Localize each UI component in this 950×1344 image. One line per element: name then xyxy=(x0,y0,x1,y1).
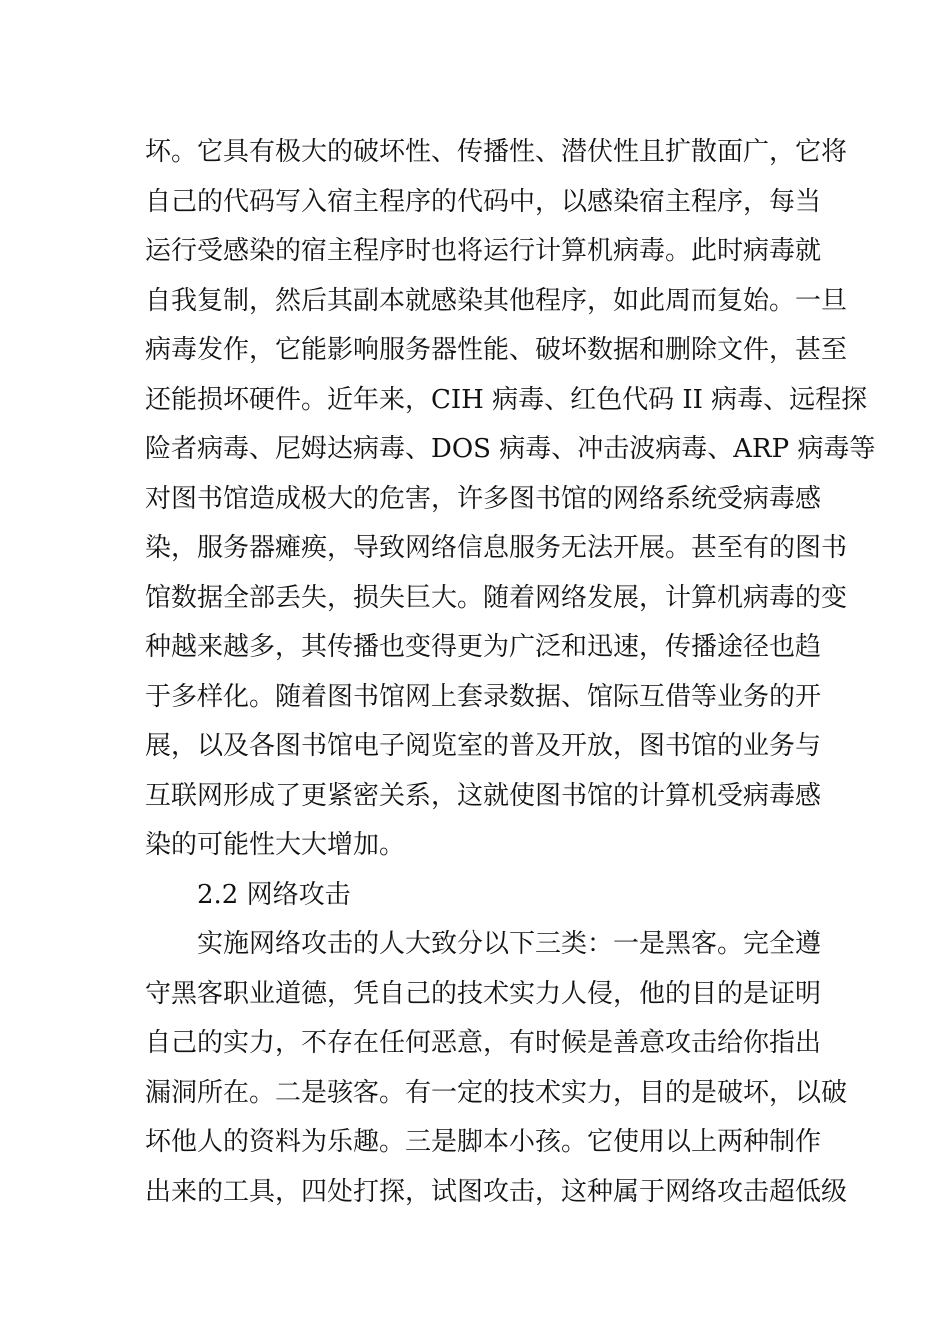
text-line: 险者病毒、尼姆达病毒、DOS 病毒、冲击波病毒、ARP 病毒等 xyxy=(145,434,876,464)
document-body xyxy=(145,128,876,1217)
text-line: 互联网形成了更紧密关系，这就使图书馆的计算机受病毒感 xyxy=(145,780,822,811)
text-line: 实施网络攻击的人大致分以下三类：一是黑客。完全遵 xyxy=(197,929,822,959)
section-heading: 2.2 网络攻击 xyxy=(197,879,351,910)
text-line: 馆数据全部丢失，损失巨大。随着网络发展，计算机病毒的变 xyxy=(145,582,848,613)
text-line: 对图书馆造成极大的危害，许多图书馆的网络系统受病毒感 xyxy=(145,483,822,514)
paragraph-virus xyxy=(145,128,876,871)
paragraph-attack xyxy=(145,920,848,1217)
text-line: 自己的实力，不存在任何恶意，有时候是善意攻击给你指出 xyxy=(145,1028,822,1058)
text-line: 守黑客职业道德，凭自己的技术实力人侵，他的目的是证明 xyxy=(145,978,822,1009)
text-line: 漏洞所在。二是骇客。有一定的技术实力，目的是破坏，以破 xyxy=(145,1077,848,1108)
text-line: 染，服务器瘫痪，导致网络信息服务无法开展。甚至有的图书 xyxy=(145,533,848,563)
text-line: 坏他人的资料为乐趣。三是脚本小孩。它使用以上两种制作 xyxy=(145,1127,822,1157)
text-line: 出来的工具，四处打探，试图攻击，这种属于网络攻击超低级 xyxy=(145,1176,848,1207)
text-line: 坏。它具有极大的破坏性、传播性、潜伏性且扩散面广，它将 xyxy=(145,137,848,167)
text-line: 自我复制，然后其副本就感染其他程序，如此周而复始。一旦 xyxy=(145,285,848,316)
text-line: 自己的代码写入宿主程序的代码中，以感染宿主程序，每当 xyxy=(145,186,822,217)
text-line: 于多样化。随着图书馆网上套录数据、馆际互借等业务的开 xyxy=(145,681,822,712)
text-line: 染的可能性大大增加。 xyxy=(145,830,406,860)
text-line: 病毒发作，它能影响服务器性能、破坏数据和删除文件，甚至 xyxy=(145,335,848,365)
text-line: 展，以及各图书馆电子阅览室的普及开放，图书馆的业务与 xyxy=(145,731,822,761)
text-line: 运行受感染的宿主程序时也将运行计算机病毒。此时病毒就 xyxy=(145,236,822,266)
text-line: 还能损坏硬件。近年来，CIH 病毒、红色代码 II 病毒、远程探 xyxy=(145,384,868,415)
text-line: 种越来越多，其传播也变得更为广泛和迅速，传播途径也趋 xyxy=(145,632,822,662)
